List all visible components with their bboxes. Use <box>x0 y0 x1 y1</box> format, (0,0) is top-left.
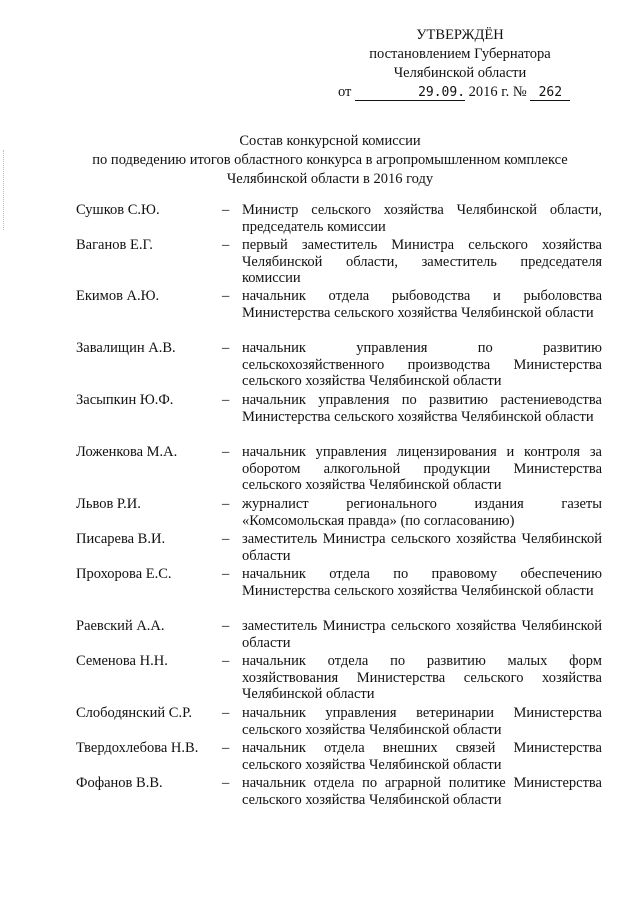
member-row <box>76 705 602 738</box>
member-row <box>76 237 602 287</box>
member-dash: – <box>222 531 230 547</box>
member-row <box>76 566 602 599</box>
member-name: Засыпкин Ю.Ф. <box>76 392 174 408</box>
member-dash: – <box>222 566 230 582</box>
member-name: Львов Р.И. <box>76 496 141 512</box>
member-role: начальник управления ветеринарии Министерства сельского хозяйства Челябинской области <box>242 705 602 738</box>
approval-date-line <box>330 83 590 102</box>
member-role: Министр сельского хозяйства Челябинской области, председатель комиссии <box>242 202 602 235</box>
date-field: 29.09. <box>355 85 465 101</box>
approval-title: УТВЕРЖДЁН <box>416 27 504 43</box>
member-role: первый заместитель Министра сельского хозяйства Челябинской области, заместитель председателя комиссии <box>242 237 602 286</box>
member-name: Писарева В.И. <box>76 531 166 547</box>
member-role: заместитель Министра сельского хозяйства Челябинской области <box>242 618 602 651</box>
member-name: Семенова Н.Н. <box>76 653 168 669</box>
member-role: журналист регионального издания газеты «Комсомольская правда» (по согласованию) <box>242 496 602 529</box>
member-dash: – <box>222 202 230 218</box>
member-role: начальник отдела рыбоводства и рыболовства Министерства сельского хозяйства Челябинской области <box>242 288 602 321</box>
member-row <box>76 775 602 808</box>
member-name: Сушков С.Ю. <box>76 202 160 218</box>
approval-block <box>330 26 590 102</box>
member-row <box>76 392 602 425</box>
heading-line-3: Челябинской области в 2016 году <box>226 171 434 187</box>
member-dash: – <box>222 618 230 634</box>
member-name: Завалищин А.В. <box>76 340 176 356</box>
member-row <box>76 496 602 529</box>
member-name: Ваганов Е.Г. <box>76 237 153 253</box>
member-role: начальник отдела внешних связей Министерства сельского хозяйства Челябинской области <box>242 740 602 773</box>
member-dash: – <box>222 705 230 721</box>
heading-line-2: по подведению итогов областного конкурса в агропромышленном комплексе <box>92 152 568 168</box>
member-row <box>76 340 602 390</box>
member-name: Твердохлебова Н.В. <box>76 740 199 756</box>
member-role: начальник отдела по правовому обеспечению Министерства сельского хозяйства Челябинской области <box>242 566 602 599</box>
member-name: Ложенкова М.А. <box>76 444 178 460</box>
member-role: начальник отдела по развитию малых форм хозяйствования Министерства сельского хозяйства Челябинской области <box>242 653 602 702</box>
member-role: заместитель Министра сельского хозяйства Челябинской области <box>242 531 602 564</box>
member-dash: – <box>222 237 230 253</box>
member-name: Слободянский С.Р. <box>76 705 192 721</box>
member-row <box>76 653 602 703</box>
member-role: начальник управления лицензирования и контроля за оборотом алкогольной продукции Министерства сельского хозяйства Челябинской области <box>242 444 602 493</box>
document-heading <box>40 132 620 189</box>
member-row <box>76 531 602 564</box>
member-row <box>76 444 602 494</box>
member-dash: – <box>222 392 230 408</box>
member-dash: – <box>222 653 230 669</box>
member-dash: – <box>222 740 230 756</box>
year-label: 2016 г. № <box>468 84 527 100</box>
heading-line-1: Состав конкурсной комиссии <box>239 133 421 149</box>
member-name: Раевский А.А. <box>76 618 165 634</box>
from-label: от <box>338 84 352 100</box>
member-name: Прохорова Е.С. <box>76 566 172 582</box>
number-field: 262 <box>530 85 570 101</box>
member-name: Екимов А.Ю. <box>76 288 160 304</box>
approval-line-1: постановлением Губернатора <box>369 46 551 62</box>
member-dash: – <box>222 288 230 304</box>
member-role: начальник управления по развитию сельскохозяйственного производства Министерства сельского хозяйства Челябинской области <box>242 340 602 389</box>
approval-line-2: Челябинской области <box>393 65 527 81</box>
member-dash: – <box>222 775 230 791</box>
member-dash: – <box>222 496 230 512</box>
member-row <box>76 740 602 773</box>
member-row <box>76 288 602 321</box>
member-role: начальник отдела по аграрной политике Министерства сельского хозяйства Челябинской области <box>242 775 602 808</box>
member-role: начальник управления по развитию растениеводства Министерства сельского хозяйства Челябинской области <box>242 392 602 425</box>
member-row <box>76 618 602 651</box>
member-row <box>76 202 602 235</box>
member-dash: – <box>222 444 230 460</box>
member-name: Фофанов В.В. <box>76 775 163 791</box>
scan-margin-marks <box>3 150 6 230</box>
member-dash: – <box>222 340 230 356</box>
